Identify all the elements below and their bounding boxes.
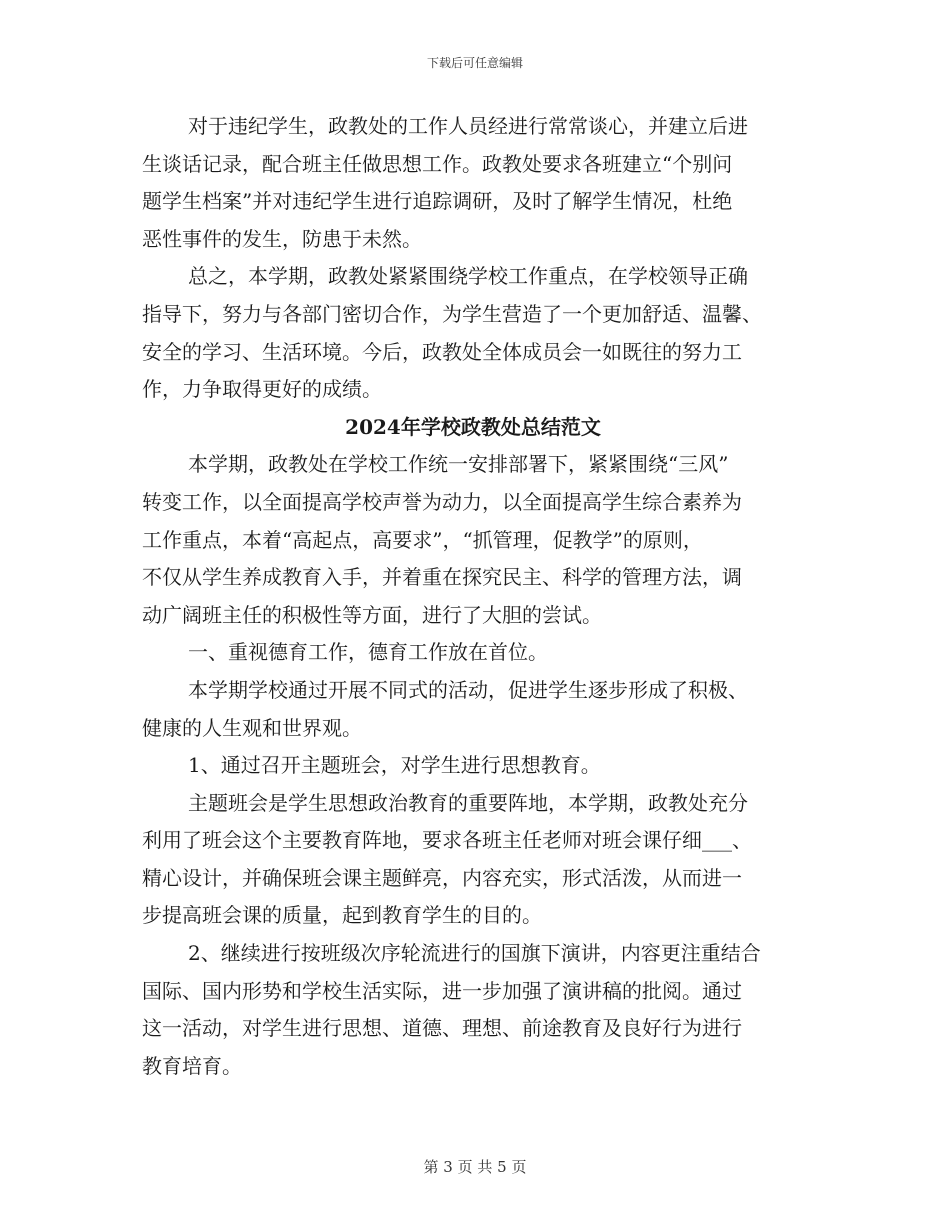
paragraph-line: 生谈话记录，配合班主任做思想工作。政教处要求各班建立“个别问 — [142, 151, 733, 176]
paragraph-line: 总之，本学期，政教处紧紧围绕学校工作重点，在学校领导正确 — [188, 264, 748, 289]
section-title: 2024年学校政教处总结范文 — [345, 414, 601, 439]
paragraph-line: 本学期，政教处在学校工作统一安排部署下，紧紧围绕“三风” — [188, 452, 729, 477]
subheading: 一、重视德育工作，德育工作放在首位。 — [188, 640, 548, 665]
paragraph-line: 不仅从学生养成教育入手，并着重在探究民主、科学的管理方法，调 — [142, 565, 742, 590]
paragraph-line: 国际、国内形势和学校生活实际，进一步加强了演讲稿的批阅。通过 — [142, 978, 742, 1003]
paragraph-line: 健康的人生观和世界观。 — [142, 715, 362, 740]
paragraph-line: 这一活动，对学生进行思想、道德、理想、前途教育及良好行为进行 — [142, 1016, 742, 1041]
paragraph-line: 恶性事件的发生，防患于未然。 — [142, 226, 422, 251]
paragraph-line: 安全的学习、生活环境。今后，政教处全体成员会一如既往的努力工 — [142, 339, 742, 364]
paragraph-line: 工作重点，本着“高起点，高要求”，“抓管理，促教学”的原则， — [142, 527, 703, 552]
paragraph-line: 步提高班会课的质量，起到教育学生的目的。 — [142, 903, 542, 928]
paragraph-line: 转变工作，以全面提高学校声誉为动力，以全面提高学生综合素养为 — [142, 489, 742, 514]
page-footer: 第 3 页 共 5 页 — [423, 1158, 527, 1176]
paragraph-line: 动广阔班主任的积极性等方面，进行了大胆的尝试。 — [142, 602, 602, 627]
paragraph-line: 作，力争取得更好的成绩。 — [142, 377, 382, 402]
paragraph-line: 对于违纪学生，政教处的工作人员经进行常常谈心，并建立后进 — [188, 114, 748, 138]
paragraph-line: 2、继续进行按班级次序轮流进行的国旗下演讲，内容更注重结合 — [188, 941, 761, 966]
paragraph-line: 利用了班会这个主要教育阵地，要求各班主任老师对班会课仔细___、 — [142, 828, 752, 853]
subheading: 1、通过召开主题班会，对学生进行思想教育。 — [188, 753, 601, 778]
document-body — [142, 108, 804, 1085]
page-header: 下载后可任意编辑 — [426, 56, 523, 70]
paragraph-line: 指导下，努力与各部门密切合作，为学生营造了一个更加舒适、温馨、 — [142, 301, 762, 326]
paragraph-line: 本学期学校通过开展不同式的活动，促进学生逐步形成了积极、 — [188, 677, 748, 702]
paragraph-line: 主题班会是学生思想政治教育的重要阵地，本学期，政教处充分 — [188, 790, 748, 815]
paragraph-line: 题学生档案”并对违纪学生进行追踪调研，及时了解学生情况，杜绝 — [142, 189, 733, 214]
paragraph-line: 教育培育。 — [142, 1053, 242, 1078]
paragraph-line: 精心设计，并确保班会课主题鲜亮，内容充实，形式活泼，从而进一 — [142, 865, 742, 890]
